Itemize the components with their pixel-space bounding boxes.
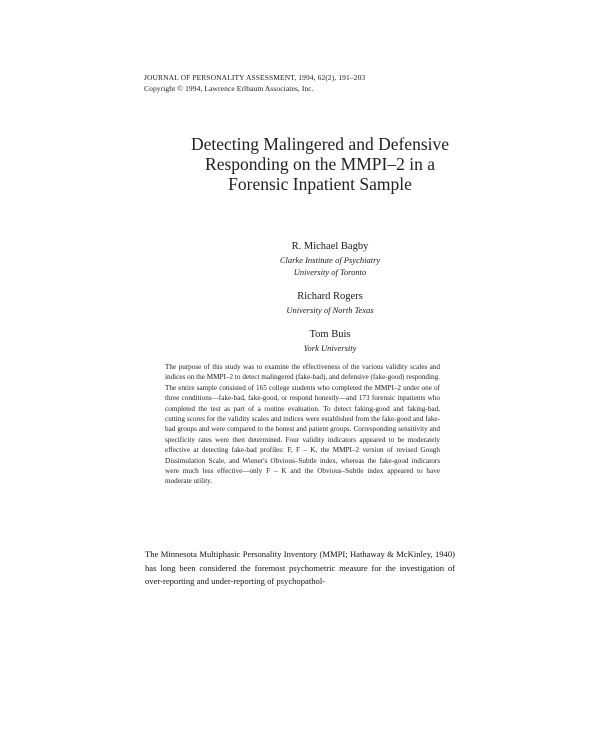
copyright-notice: Copyright © 1994, Lawrence Erlbaum Associates, Inc. [144,84,314,93]
author-list [120,240,540,364]
abstract-text: The purpose of this study was to examine the effectiveness of the various validity scales and indices on the MMPI–2 to detect malingered (fake-bad), and defensive (fake-good) responding. The entire sample consisted of 165 college students who completed the MMPI–2 under one of three conditions—fake-bad, fake-good, or respond honestly—and 173 forensic inpatients who completed the test as part of a routine evaluation. To detect faking-good and faking-bad, cutting scores for the validity scales and indices were established from the fake-good and fake-bad groups and were compared to the honest and patient groups. Corresponding sensitivity and specificity rates were then determined. Four validity indicators appeared to be moderately effective at detecting fake-bad profiles: F, F – K, the MMPI–2 version of revised Gough Dissimulation Scale, and Wiener's Obvious–Subtle index, whereas the fake-good indicators were much less effective—only F – K and the Obvious–Subtle index appeared to have moderate utility. [165,363,440,486]
author-affiliation: Clarke Institute of Psychiatry [279,255,381,265]
body-paragraph: The Minnesota Multiphasic Personality Inventory (MMPI; Hathaway & McKinley, 1940) has long been considered the foremost psychometric measure for the investigation of over-reporting and under-reporting of psychopathol- [145,549,455,586]
author-affiliation: York University [303,343,357,353]
author-name: Tom Buis [309,329,351,340]
author-name: R. Michael Bagby [291,241,369,252]
journal-header [144,72,365,94]
title-line: Responding on the MMPI–2 in a [205,154,435,174]
title-line: Forensic Inpatient Sample [228,174,412,194]
title-line: Detecting Malingered and Defensive [190,134,450,154]
article-title [100,134,540,194]
author-affiliation: University of Toronto [293,267,367,277]
author-block [120,290,540,316]
author-name: Richard Rogers [297,291,363,302]
author-block [120,328,540,354]
journal-citation: JOURNAL OF PERSONALITY ASSESSMENT, 1994, 62(2), 191–203 [144,73,366,82]
author-block [120,240,540,278]
author-affiliation: University of North Texas [286,305,374,315]
